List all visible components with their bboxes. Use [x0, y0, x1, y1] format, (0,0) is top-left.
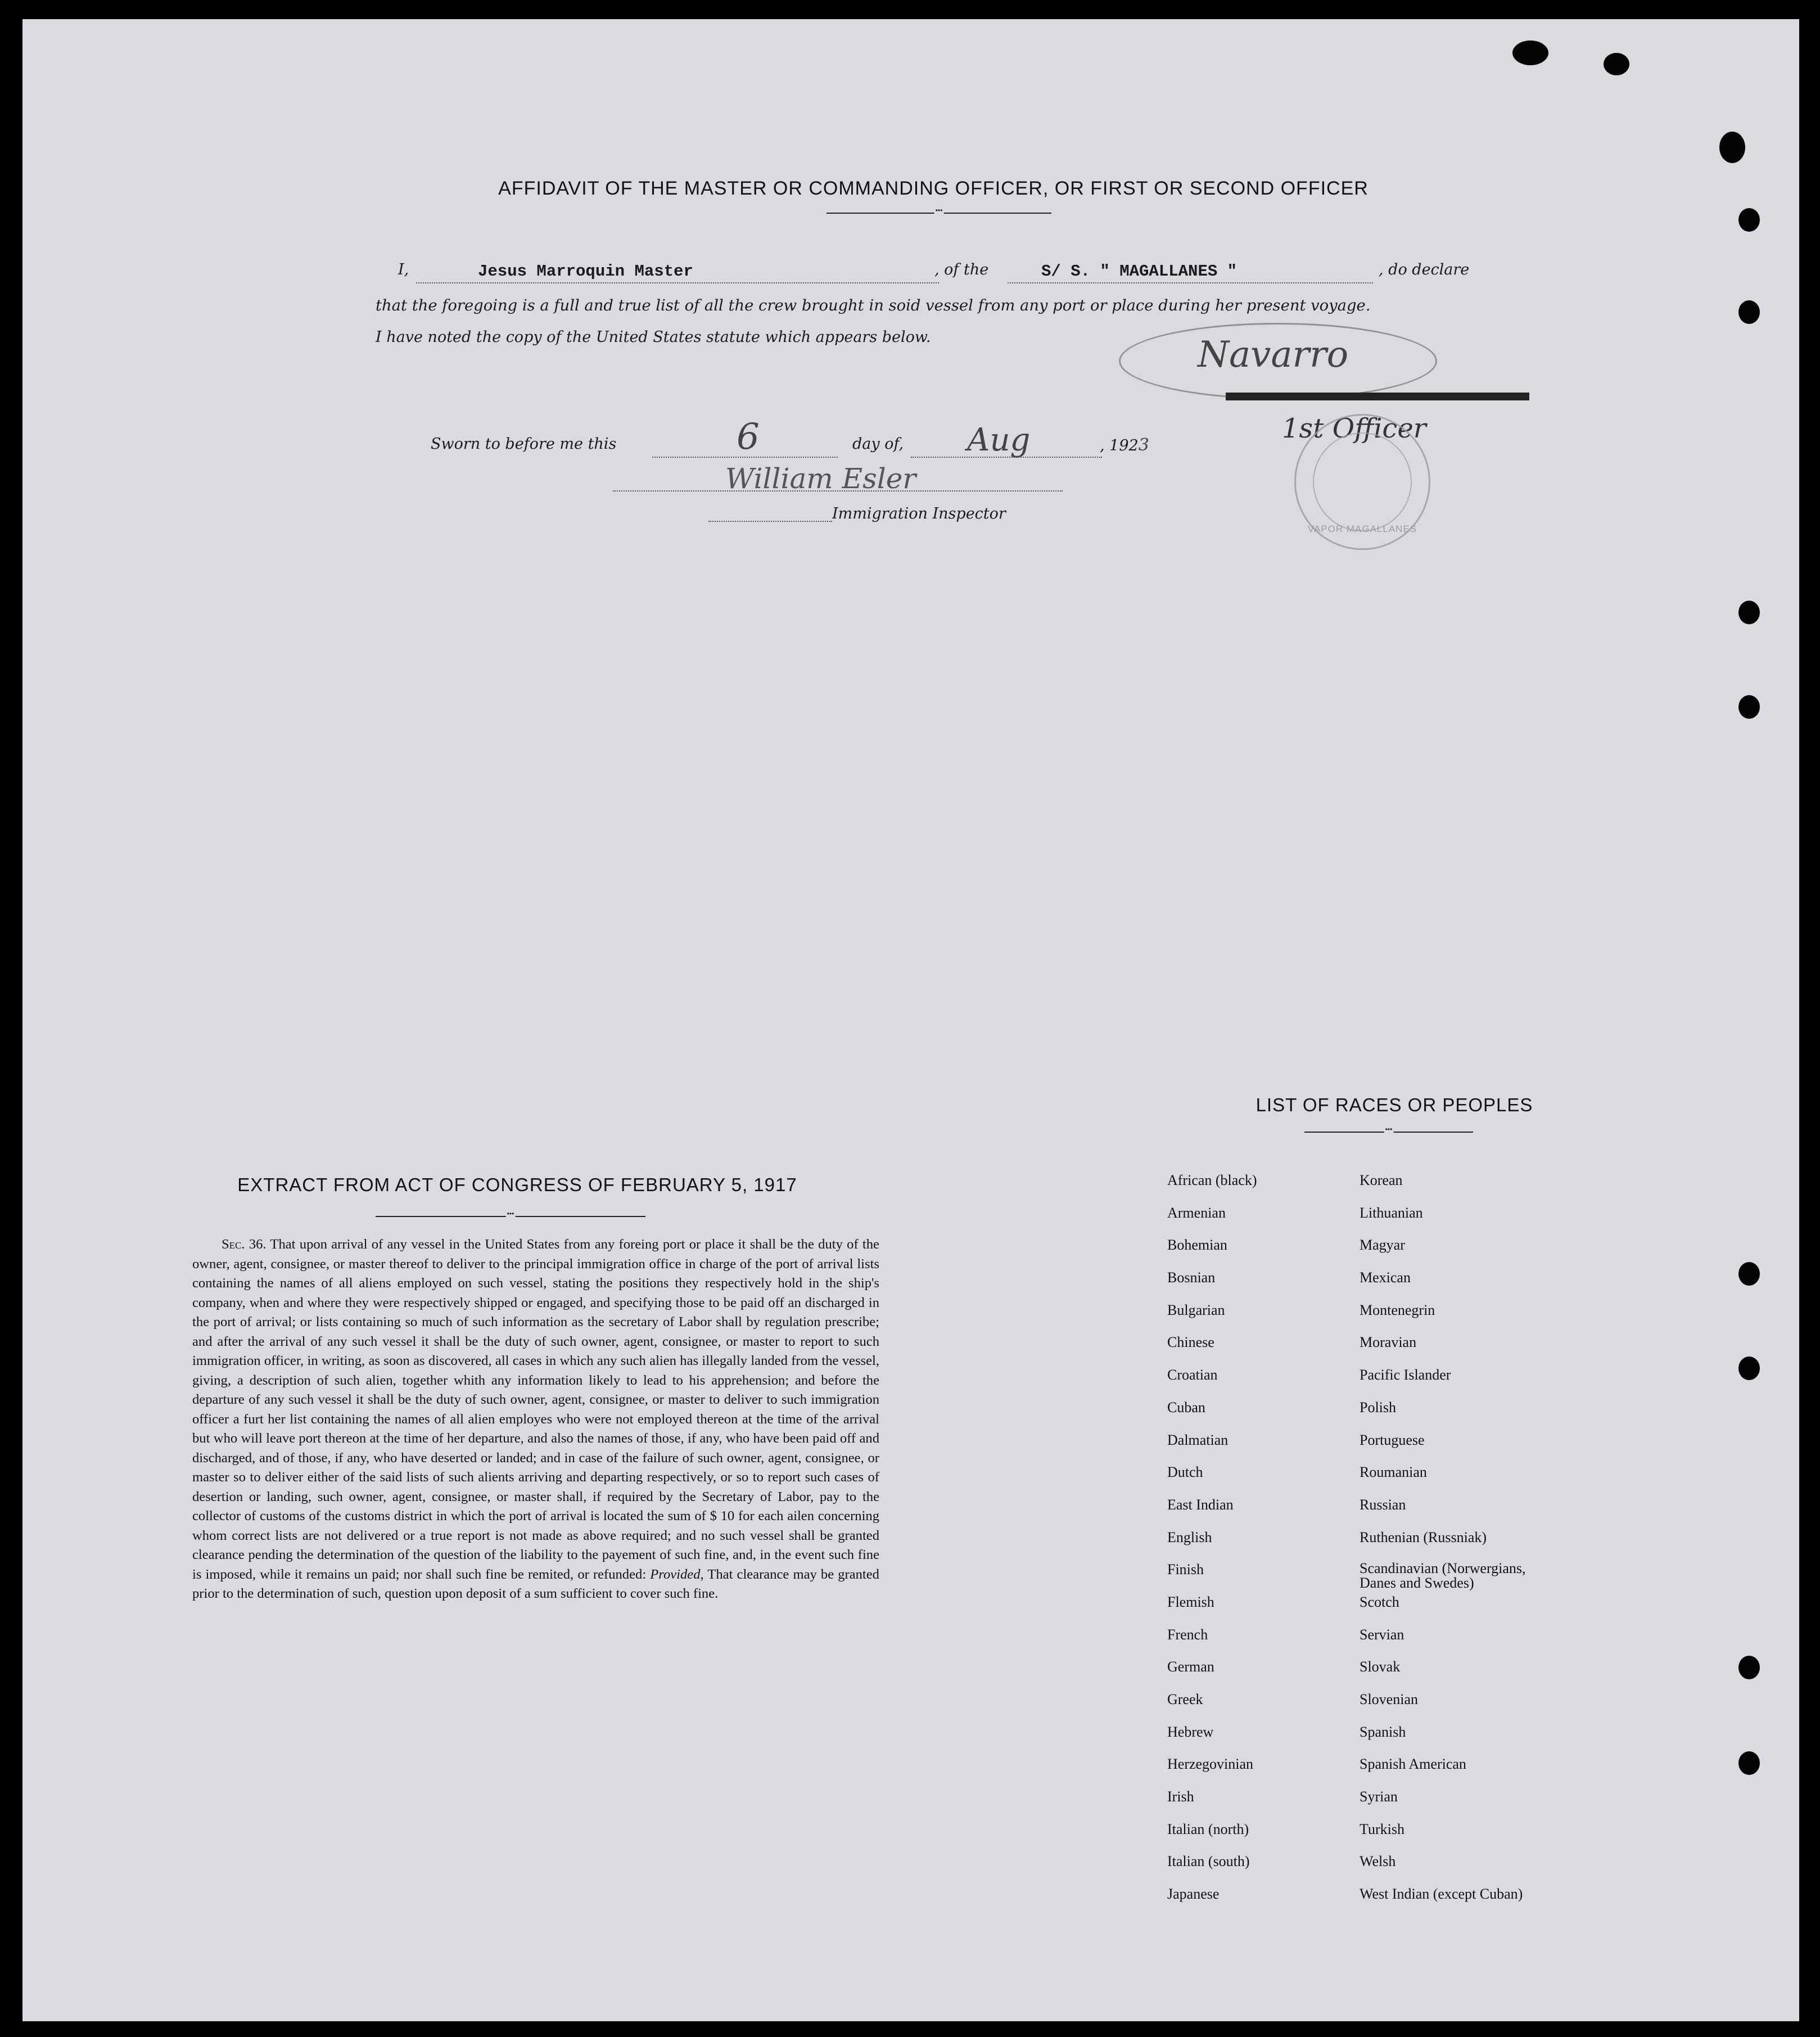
affidavit-title-rule — [827, 213, 1051, 214]
race-item: Servian — [1360, 1626, 1404, 1643]
race-item: Japanese — [1167, 1886, 1220, 1903]
race-item: Cuban — [1167, 1399, 1205, 1416]
inspector-signature-field — [613, 462, 1063, 495]
punch-hole — [1738, 695, 1760, 719]
statute-provided: Provided, — [650, 1566, 704, 1582]
officer-signature: Navarro — [1198, 334, 1349, 376]
ship-stamp — [1294, 414, 1430, 550]
master-name-field — [416, 260, 939, 283]
race-item: Greek — [1167, 1691, 1203, 1707]
punch-hole — [1738, 1656, 1760, 1679]
race-item: English — [1167, 1529, 1212, 1545]
race-item: Scandinavian (Norwergians, Danes and Swedes) — [1360, 1560, 1526, 1592]
do-declare-label: , do declare — [1379, 261, 1470, 278]
race-item: Scotch — [1360, 1593, 1399, 1610]
race-item: Dalmatian — [1167, 1431, 1229, 1448]
of-the-label: , of the — [934, 261, 989, 278]
inspector-signature: William Esler — [725, 462, 916, 495]
race-item: Welsh — [1360, 1853, 1396, 1870]
race-item: Croatian — [1167, 1367, 1218, 1383]
vessel-name: S/ S. " MAGALLANES " — [1041, 262, 1238, 281]
statute-body: That upon arrival of any vessel in the United States from any foreing port or place it shall be the duty of the owner, agent, consignee, or master thereof to deliver to the principal immigration office in charge of the port of arrival lists containing the names of all aliens employed on such vessel, stating the positions they respectively hold in the ship's company, when and where they were respectively shipped or engaged, and specifying those to be paid off an discharged in the port of arrival; or lists containing so much of such information as the secretary of Labor shall by regulation prescribe; and after the arrival of any such vessel it shall be the duty of such owner, agent, consignee, or master to report to such immigration officer, in writing, as soon as discovered, all cases in which any such alien has illegally landed from the vessel, giving, a description of such alien, together whith any information likely to lead to his apprehension; and before the departure of any such vessel it shall be the duty of such owner, agent, consignee, or master to deliver to such immigration officer a furt her list containing the names of all alien employes who were not employed thereon at the time of the arrival but who will leave port thereon at the time of her departure, and also the names of those, if any, who have been paid off and discharged, and of those, if any, who have deserted or landed; and in case of the failure of such owner, agent, consignee, or master so to deliver either of the said lists of such alients arriving and departing respectively, or so to report such cases of desertion or landing, such owner, agent, consignee, or master shall, if required by the Secretary of Labor, pay to the collector of customs of the customs district in which the port of arrival is located the sum of $ 10 for each ailen concerning whom correct lists are not delivered or a true report is not made as above required; and no such vessel shall be granted clearance pending the determination of the question of the liability to the payement of such fine, and, in the event such fine is imposed, while it remains un paid; nor shall such fine be remited, or refunded: — [192, 1237, 879, 1582]
sworn-month-field — [911, 422, 1102, 458]
race-item: Bulgarian — [1167, 1301, 1225, 1318]
race-item: Armenian — [1167, 1204, 1226, 1221]
statute-end: That clearance may be granted prior to the determination of such, question upon deposit of a sum sufficient to cover such fine. — [192, 1566, 879, 1601]
race-item: Ruthenian (Russniak) — [1360, 1529, 1487, 1545]
affidavit-line-3: I have noted the copy of the United States statute which appears below. — [376, 328, 931, 346]
struck-out-text — [1226, 393, 1529, 400]
race-item: West Indian (except Cuban) — [1360, 1886, 1523, 1903]
document-page — [22, 19, 1799, 2021]
race-item: Dutch — [1167, 1464, 1203, 1481]
race-item: French — [1167, 1626, 1208, 1643]
race-item: Korean — [1360, 1172, 1403, 1188]
race-item: Russian — [1360, 1496, 1406, 1513]
sworn-day: 6 — [737, 416, 760, 458]
races-right-column — [1360, 1172, 1562, 1918]
race-item: Bohemian — [1167, 1237, 1227, 1254]
punch-hole — [1738, 208, 1760, 232]
statute-text — [192, 1235, 879, 1604]
race-item: Lithuanian — [1360, 1204, 1423, 1221]
extract-title-rule — [376, 1216, 645, 1217]
race-item: Magyar — [1360, 1237, 1405, 1254]
affidavit-line-2: that the foregoing is a full and true list of all the crew brought in soid vessel from any port or place during her present voyage. — [376, 297, 1371, 314]
race-item: Italian (south) — [1167, 1853, 1250, 1870]
inspector-label: Immigration Inspector — [832, 505, 1006, 522]
sworn-label: Sworn to before me this — [431, 435, 617, 453]
year-prefix: , 1923 — [1100, 435, 1149, 455]
race-item: Syrian — [1360, 1788, 1398, 1805]
race-item: Italian (north) — [1167, 1820, 1249, 1837]
race-item: Finish — [1167, 1561, 1204, 1578]
races-title-rule — [1304, 1132, 1473, 1133]
race-item: Moravian — [1360, 1334, 1417, 1351]
sworn-day-field — [652, 416, 838, 458]
race-item: Spanish — [1360, 1723, 1406, 1740]
race-item: Herzegovinian — [1167, 1756, 1254, 1773]
race-item: Polish — [1360, 1399, 1397, 1416]
sworn-month: Aug — [967, 422, 1031, 458]
punch-hole — [1738, 1357, 1760, 1380]
stamp-text: VAPOR MAGALLANES — [1307, 524, 1417, 534]
day-of-label: day of, — [852, 435, 904, 453]
race-item: East Indian — [1167, 1496, 1234, 1513]
punch-hole — [1719, 132, 1745, 163]
race-item: Chinese — [1167, 1334, 1214, 1351]
race-item: Hebrew — [1167, 1723, 1214, 1740]
punch-hole — [1738, 1262, 1760, 1286]
ink-blot — [1604, 53, 1629, 75]
race-item: Bosnian — [1167, 1269, 1216, 1286]
race-item: Irish — [1167, 1788, 1194, 1805]
race-item: Pacific Islander — [1360, 1367, 1451, 1383]
race-item: African (black) — [1167, 1172, 1257, 1188]
race-item: Mexican — [1360, 1269, 1411, 1286]
year-digit: 3 — [1138, 435, 1149, 455]
punch-hole — [1738, 601, 1760, 624]
race-item: German — [1167, 1659, 1214, 1675]
affidavit-line-1: I, — [398, 261, 409, 278]
race-item: Roumanian — [1360, 1464, 1427, 1481]
punch-hole — [1738, 1751, 1760, 1775]
master-name: Jesus Marroquin Master — [478, 262, 693, 281]
race-item: Spanish American — [1360, 1756, 1466, 1773]
races-left-column — [1167, 1172, 1257, 1918]
ink-blot — [1512, 40, 1548, 65]
race-item: Montenegrin — [1360, 1301, 1435, 1318]
race-item: Turkish — [1360, 1820, 1404, 1837]
vessel-field — [1008, 260, 1373, 283]
officer-title: 1st Officer — [1282, 413, 1426, 444]
affidavit-title: AFFIDAVIT OF THE MASTER OR COMMANDING OFFICER, OR FIRST OR SECOND OFFICER — [498, 178, 1369, 199]
statute-section: Sec. 36. — [222, 1237, 267, 1252]
race-item: Flemish — [1167, 1593, 1214, 1610]
races-title: LIST OF RACES OR PEOPLES — [1256, 1094, 1533, 1115]
race-item: Slovenian — [1360, 1691, 1418, 1707]
extract-title: EXTRACT FROM ACT OF CONGRESS OF FEBRUARY 5, 1917 — [237, 1174, 797, 1195]
race-item: Portuguese — [1360, 1431, 1425, 1448]
punch-hole — [1738, 300, 1760, 324]
race-item: Slovak — [1360, 1659, 1401, 1675]
inspector-label-line — [708, 504, 832, 522]
